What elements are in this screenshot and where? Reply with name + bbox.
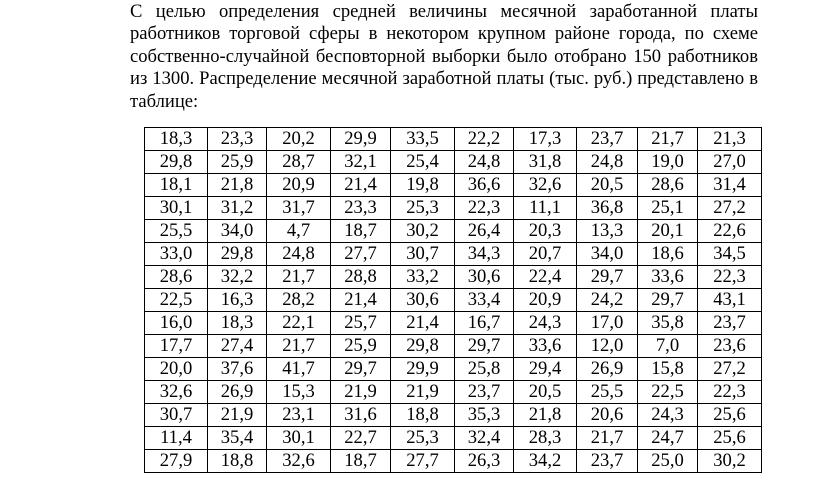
table-cell: 22,4 [514, 266, 577, 289]
table-cell: 21,7 [267, 266, 331, 289]
table-cell: 21,9 [208, 404, 267, 427]
table-cell: 32,6 [267, 450, 331, 473]
table-cell: 31,7 [267, 197, 331, 220]
table-cell: 21,8 [514, 404, 577, 427]
table-cell: 32,4 [455, 427, 514, 450]
table-cell: 33,0 [145, 243, 208, 266]
table-cell: 20,6 [577, 404, 638, 427]
table-cell: 33,5 [391, 128, 455, 151]
table-cell: 20,5 [514, 381, 577, 404]
table-cell: 20,0 [145, 358, 208, 381]
table-cell: 23,7 [698, 312, 762, 335]
table-cell: 17,7 [145, 335, 208, 358]
problem-statement-line: из 1300. Распределение месячной заработной платы (тыс. руб.) представлено в [130, 68, 758, 90]
table-cell: 22,3 [698, 266, 762, 289]
table-cell: 21,7 [577, 427, 638, 450]
table-cell: 34,0 [208, 220, 267, 243]
table-cell: 24,3 [514, 312, 577, 335]
problem-statement [130, 1, 758, 113]
table-row [145, 197, 762, 220]
table-cell: 22,3 [455, 197, 514, 220]
table-cell: 24,8 [267, 243, 331, 266]
table-row [145, 266, 762, 289]
table-cell: 34,3 [455, 243, 514, 266]
table-cell: 18,7 [331, 450, 391, 473]
table-cell: 24,8 [455, 151, 514, 174]
table-cell: 20,9 [514, 289, 577, 312]
table-cell: 18,3 [208, 312, 267, 335]
table-cell: 34,0 [577, 243, 638, 266]
table-cell: 25,6 [698, 427, 762, 450]
table-cell: 23,6 [698, 335, 762, 358]
table-cell: 16,3 [208, 289, 267, 312]
table-cell: 30,1 [267, 427, 331, 450]
table-cell: 12,0 [577, 335, 638, 358]
table-cell: 37,6 [208, 358, 267, 381]
table-cell: 30,7 [391, 243, 455, 266]
table-cell: 22,2 [455, 128, 514, 151]
table-cell: 20,5 [577, 174, 638, 197]
table-cell: 22,5 [638, 381, 698, 404]
table-row [145, 220, 762, 243]
table-cell: 27,2 [698, 197, 762, 220]
table-cell: 29,7 [455, 335, 514, 358]
table-cell: 29,7 [577, 266, 638, 289]
table-row [145, 243, 762, 266]
table-cell: 25,5 [577, 381, 638, 404]
table-cell: 36,6 [455, 174, 514, 197]
table-cell: 16,0 [145, 312, 208, 335]
table-cell: 31,6 [331, 404, 391, 427]
table-cell: 43,1 [698, 289, 762, 312]
table-cell: 21,4 [331, 174, 391, 197]
table-cell: 27,0 [698, 151, 762, 174]
table-cell: 21,4 [391, 312, 455, 335]
table-cell: 20,1 [638, 220, 698, 243]
table-cell: 29,8 [208, 243, 267, 266]
table-cell: 34,2 [514, 450, 577, 473]
table-cell: 21,9 [331, 381, 391, 404]
salary-table-body [145, 128, 762, 473]
table-cell: 31,4 [698, 174, 762, 197]
table-cell: 23,7 [455, 381, 514, 404]
table-cell: 20,9 [267, 174, 331, 197]
table-cell: 21,9 [391, 381, 455, 404]
table-row [145, 427, 762, 450]
table-cell: 28,8 [331, 266, 391, 289]
table-cell: 26,9 [208, 381, 267, 404]
table-cell: 19,8 [391, 174, 455, 197]
table-cell: 29,8 [145, 151, 208, 174]
table-cell: 25,9 [331, 335, 391, 358]
table-cell: 36,8 [577, 197, 638, 220]
problem-statement-line: работников торговой сферы в некотором крупном районе города, по схеме [130, 23, 758, 45]
table-cell: 18,8 [391, 404, 455, 427]
table-cell: 31,2 [208, 197, 267, 220]
table-cell: 11,4 [145, 427, 208, 450]
table-cell: 28,6 [638, 174, 698, 197]
table-cell: 30,6 [455, 266, 514, 289]
table-cell: 34,5 [698, 243, 762, 266]
table-cell: 28,7 [267, 151, 331, 174]
table-cell: 29,4 [514, 358, 577, 381]
table-cell: 21,7 [638, 128, 698, 151]
table-cell: 15,8 [638, 358, 698, 381]
table-cell: 29,8 [391, 335, 455, 358]
table-cell: 24,2 [577, 289, 638, 312]
table-cell: 21,3 [698, 128, 762, 151]
table-cell: 25,5 [145, 220, 208, 243]
table-cell: 22,7 [331, 427, 391, 450]
table-cell: 28,6 [145, 266, 208, 289]
problem-statement-line: таблице: [130, 90, 199, 112]
table-cell: 28,3 [514, 427, 577, 450]
table-cell: 18,6 [638, 243, 698, 266]
table-cell: 7,0 [638, 335, 698, 358]
table-cell: 35,8 [638, 312, 698, 335]
table-cell: 25,0 [638, 450, 698, 473]
table-cell: 18,7 [331, 220, 391, 243]
table-row [145, 289, 762, 312]
table-cell: 11,1 [514, 197, 577, 220]
table-cell: 21,8 [208, 174, 267, 197]
table-cell: 22,1 [267, 312, 331, 335]
table-cell: 30,7 [145, 404, 208, 427]
table-cell: 23,7 [577, 450, 638, 473]
table-cell: 27,7 [391, 450, 455, 473]
table-cell: 30,2 [698, 450, 762, 473]
table-cell: 24,3 [638, 404, 698, 427]
table-cell: 18,1 [145, 174, 208, 197]
table-cell: 33,6 [514, 335, 577, 358]
table-cell: 29,7 [331, 358, 391, 381]
table-cell: 27,4 [208, 335, 267, 358]
table-cell: 35,3 [455, 404, 514, 427]
table-row [145, 358, 762, 381]
table-cell: 41,7 [267, 358, 331, 381]
table-cell: 35,4 [208, 427, 267, 450]
table-cell: 16,7 [455, 312, 514, 335]
table-cell: 23,1 [267, 404, 331, 427]
table-cell: 30,2 [391, 220, 455, 243]
table-cell: 33,6 [638, 266, 698, 289]
table-row [145, 450, 762, 473]
table-cell: 17,3 [514, 128, 577, 151]
table-row [145, 174, 762, 197]
table-row [145, 404, 762, 427]
table-cell: 32,6 [145, 381, 208, 404]
table-cell: 18,3 [145, 128, 208, 151]
table-row [145, 335, 762, 358]
table-cell: 33,2 [391, 266, 455, 289]
table-cell: 20,2 [267, 128, 331, 151]
table-cell: 22,3 [698, 381, 762, 404]
table-cell: 29,9 [331, 128, 391, 151]
table-cell: 21,4 [331, 289, 391, 312]
table-cell: 21,7 [267, 335, 331, 358]
table-row [145, 151, 762, 174]
table-cell: 20,3 [514, 220, 577, 243]
table-cell: 27,7 [331, 243, 391, 266]
table-cell: 32,1 [331, 151, 391, 174]
table-cell: 26,3 [455, 450, 514, 473]
table-row [145, 381, 762, 404]
table-cell: 25,9 [208, 151, 267, 174]
table-cell: 24,8 [577, 151, 638, 174]
table-cell: 25,8 [455, 358, 514, 381]
table-cell: 4,7 [267, 220, 331, 243]
table-cell: 24,7 [638, 427, 698, 450]
salary-data-table [144, 127, 762, 473]
table-cell: 30,1 [145, 197, 208, 220]
table-cell: 22,6 [698, 220, 762, 243]
table-cell: 29,7 [638, 289, 698, 312]
table-cell: 32,6 [514, 174, 577, 197]
table-cell: 25,3 [391, 197, 455, 220]
table-cell: 33,4 [455, 289, 514, 312]
table-cell: 26,9 [577, 358, 638, 381]
table-cell: 18,8 [208, 450, 267, 473]
table-cell: 27,2 [698, 358, 762, 381]
table-cell: 28,2 [267, 289, 331, 312]
table-row [145, 312, 762, 335]
table-cell: 20,7 [514, 243, 577, 266]
table-cell: 19,0 [638, 151, 698, 174]
table-row [145, 128, 762, 151]
table-cell: 26,4 [455, 220, 514, 243]
table-cell: 29,9 [391, 358, 455, 381]
table-cell: 25,7 [331, 312, 391, 335]
table-cell: 23,3 [208, 128, 267, 151]
problem-statement-line: С целью определения средней величины месячной заработанной платы [130, 1, 758, 22]
table-cell: 13,3 [577, 220, 638, 243]
table-cell: 17,0 [577, 312, 638, 335]
table-cell: 25,3 [391, 427, 455, 450]
table-cell: 22,5 [145, 289, 208, 312]
table-cell: 25,4 [391, 151, 455, 174]
table-cell: 27,9 [145, 450, 208, 473]
table-cell: 32,2 [208, 266, 267, 289]
table-cell: 23,7 [577, 128, 638, 151]
table-cell: 30,6 [391, 289, 455, 312]
table-cell: 15,3 [267, 381, 331, 404]
table-cell: 31,8 [514, 151, 577, 174]
table-cell: 23,3 [331, 197, 391, 220]
table-cell: 25,1 [638, 197, 698, 220]
table-cell: 25,6 [698, 404, 762, 427]
problem-statement-line: собственно-случайной бесповторной выборки было отобрано 150 работников [130, 45, 758, 67]
